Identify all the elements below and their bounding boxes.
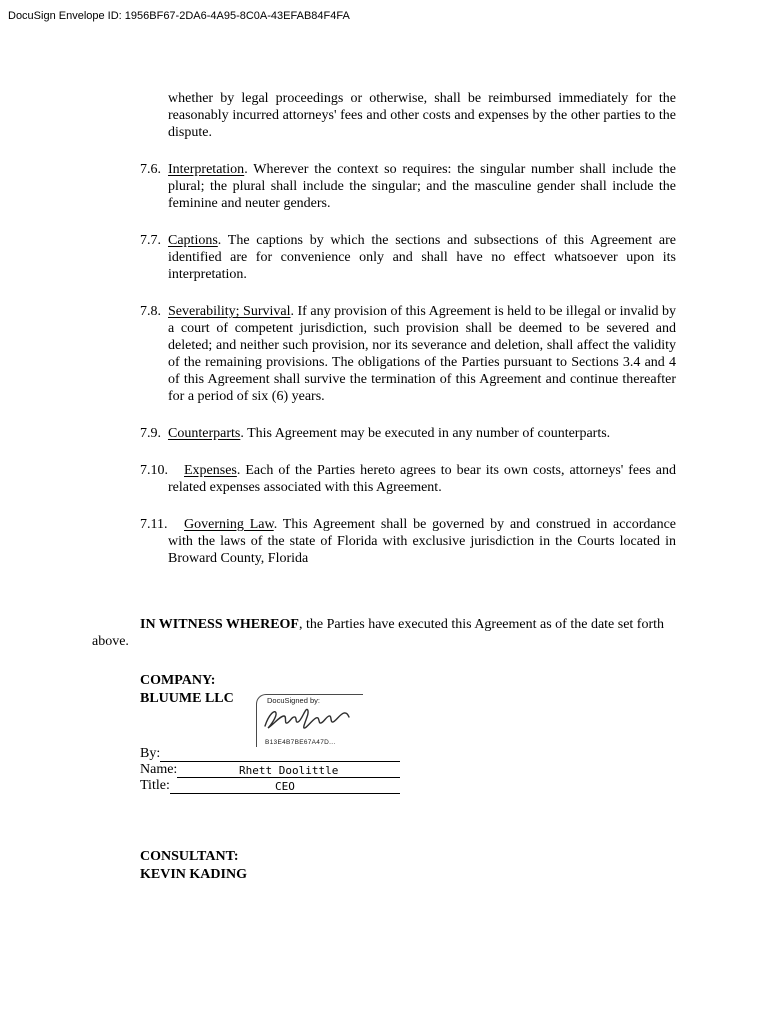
consultant-name: KEVIN KADING <box>140 867 247 882</box>
docusigned-by-caption: DocuSigned by: <box>267 696 320 705</box>
section-number: 7.10. <box>140 463 168 478</box>
name-label: Name: <box>140 762 178 777</box>
section-body: . The captions by which the sections and subsections of this Agreement are identified are for convenience only and shall have no effect whatsoever upon its interpretation. <box>168 233 676 282</box>
section-title: Counterparts <box>168 426 241 441</box>
signature-scribble-icon <box>261 705 353 733</box>
section-title: Captions <box>168 233 218 248</box>
section-number: 7.6. <box>140 162 161 177</box>
section-body: . If any provision of this Agreement is held to be illegal or invalid by a court of competent jurisdiction, such provision shall be deemed to be severed and deleted; and neither such provision, nor its severance and deletion, shall affect the validity of the remaining provisions. The obligations of the Parties pursuant to Sections 3.4 and 4 of this Agreement shall survive the termination of this Agreement and continue thereafter for a period of six (6) years. <box>168 304 676 404</box>
docusign-signature-id: B13E4B7BE67A47D... <box>265 739 336 746</box>
title-label: Title: <box>140 778 170 793</box>
section-number: 7.8. <box>140 304 161 319</box>
section-body: . This Agreement shall be governed by and construed in accordance with the laws of the state of Florida with exclusive jurisdiction in the Courts located in Broward County, Florida <box>168 517 677 566</box>
witness-clause <box>92 616 676 650</box>
document-body <box>92 90 676 567</box>
section-body: . Wherever the context so requires: the singular number shall include the plural; the plural shall include the singular; and the masculine gender shall include the feminine and neuter genders. <box>168 162 676 211</box>
section-number: 7.11. <box>140 517 168 532</box>
consultant-signature-block <box>140 848 247 884</box>
title-signature-line <box>170 778 400 794</box>
title-row <box>140 778 400 794</box>
typed-name-value: Rhett Doolittle <box>238 764 339 777</box>
witness-clause-bold: IN WITNESS WHEREOF <box>140 617 299 632</box>
docusign-envelope-id: DocuSign Envelope ID: 1956BF67-2DA6-4A95-8C0A-43EFAB84F4FA <box>8 10 350 22</box>
by-signature-line <box>160 746 400 762</box>
company-label: COMPANY: <box>140 673 216 688</box>
section-title: Expenses <box>184 463 237 478</box>
section-number: 7.7. <box>140 233 161 248</box>
section-7-6 <box>140 161 676 212</box>
witness-clause-rest: , the Parties have executed this Agreement as of the date set forth above. <box>92 617 665 649</box>
section-title: Governing Law <box>184 517 274 532</box>
section-title: Severability; Survival <box>168 304 291 319</box>
name-signature-line <box>177 762 400 778</box>
section-body: . Each of the Parties hereto agrees to bear its own costs, attorneys' fees and related expenses associated with this Agreement. <box>168 463 676 495</box>
typed-title-value: CEO <box>274 780 295 793</box>
section-number: 7.9. <box>140 426 161 441</box>
section-7-9 <box>140 425 676 442</box>
section-7-7 <box>140 232 676 283</box>
section-7-10 <box>140 462 676 496</box>
company-name: BLUUME LLC <box>140 691 234 706</box>
company-signature-rows <box>140 746 440 794</box>
by-label: By: <box>140 746 161 761</box>
docusign-signature-stamp <box>256 694 363 747</box>
section-title: Interpretation <box>168 162 245 177</box>
by-row <box>140 746 400 762</box>
section-7-8 <box>140 303 676 405</box>
continuation-paragraph: whether by legal proceedings or otherwise, shall be reimbursed immediately for the reasonably incurred attorneys' fees and other costs and expenses by the other parties to the dispute. <box>168 91 676 140</box>
section-body: . This Agreement may be executed in any number of counterparts. <box>240 426 611 441</box>
name-row <box>140 762 400 778</box>
section-7-11 <box>140 516 676 567</box>
consultant-label: CONSULTANT: <box>140 849 239 864</box>
